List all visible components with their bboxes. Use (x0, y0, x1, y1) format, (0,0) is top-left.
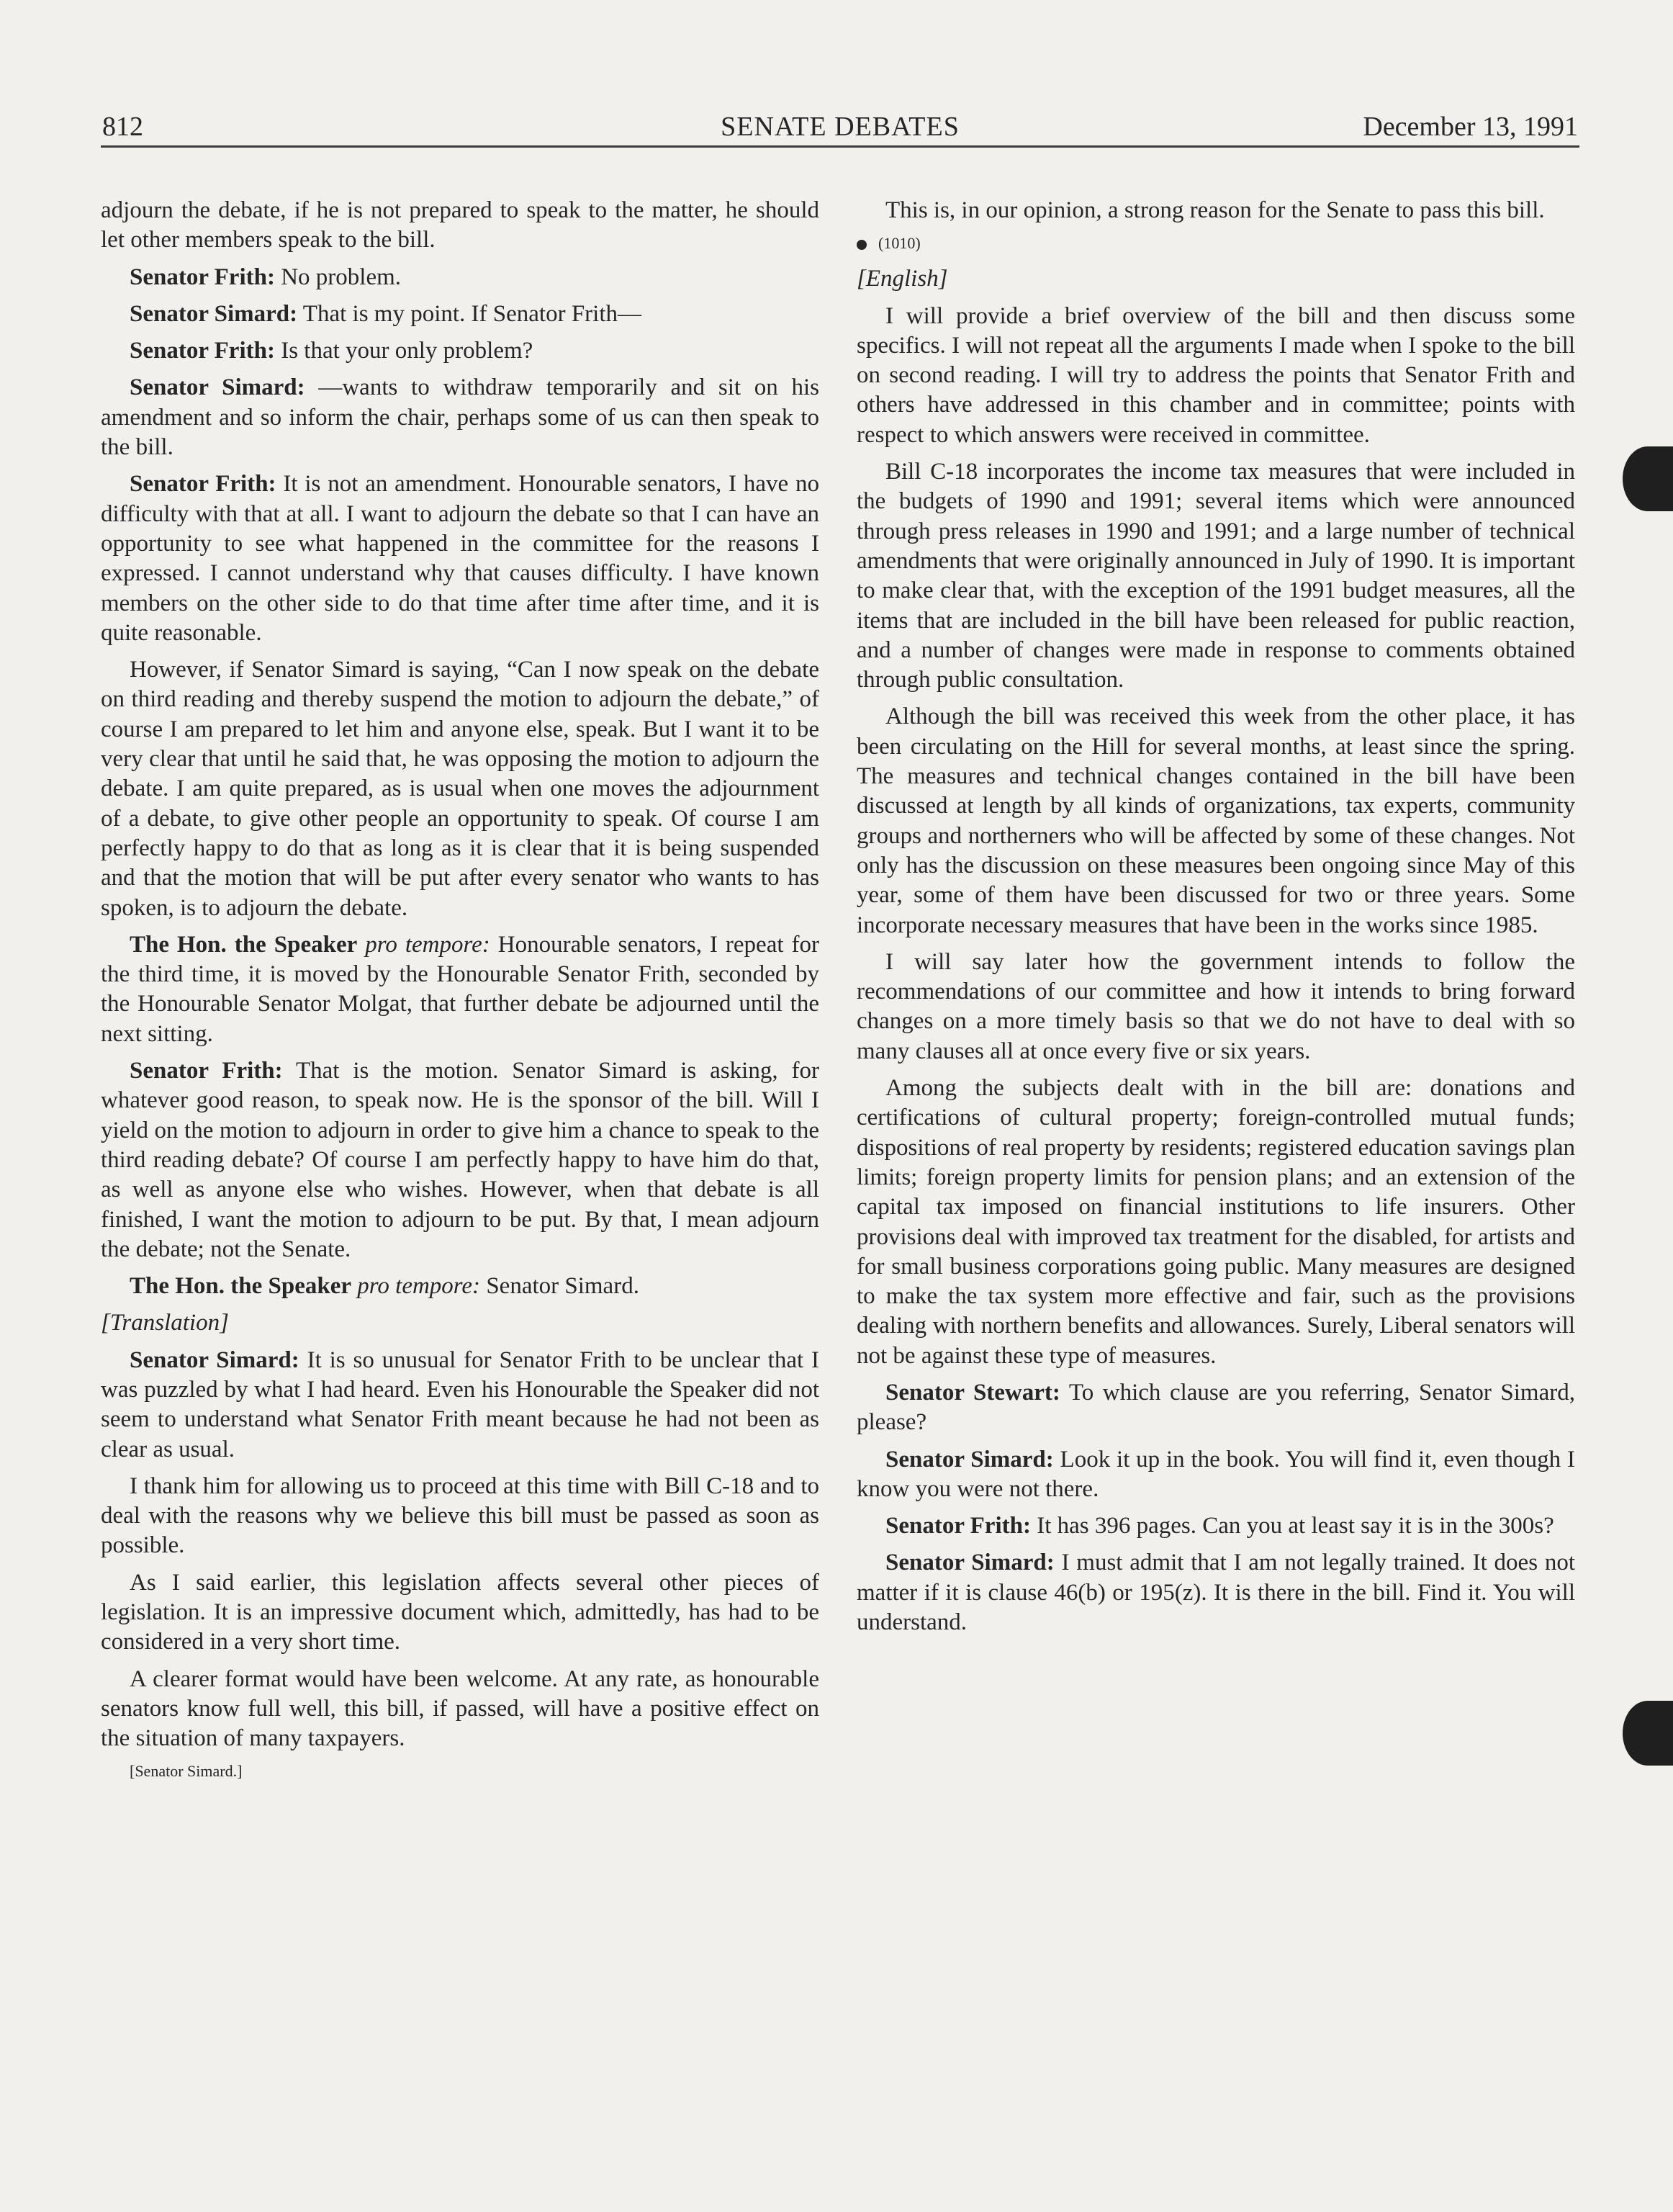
bullet-icon (857, 240, 867, 250)
paragraph: This is, in our opinion, a strong reason for the Senate to pass this bill. (885, 197, 1545, 223)
paragraph: Senator Frith: No problem. (130, 264, 402, 290)
paragraph: Senator Frith: It has 396 pages. Can you at least say it is in the 300s? (885, 1513, 1554, 1539)
paragraph: Among the subjects dealt with in the bill are: donations and certifications of cultural property; foreign-controlled mutual funds; dispositions of real property by residents; registered education savings plan limits; foreign property limits for pension plans; and an extension of the capital tax imposed on financial institutions to life insurers. Other provisions deal with improved tax treatment for the disabled, for artists and for small business corporations going public. Many measures are designed to make the tax system more effective and fair, such as the provisions dealing with northern benefits and allowances. Surely, Liberal senators will not be against these type of measures. (857, 1075, 1575, 1369)
paragraph: Senator Simard: —wants to withdraw temporarily and sit on his amendment and so inform the chair, perhaps some of us can then speak to the bill. (101, 374, 819, 461)
binder-hole-mark (1623, 1701, 1673, 1766)
speaker-name: Senator Frith: (130, 1058, 283, 1084)
paragraph: However, if Senator Simard is saying, “Can I now speak on the debate on third reading and thereby suspend the motion to adjourn the debate,” of course I am prepared to let him and anyone else, speak. But I want it to be very clear that until he said that, he was opposing the motion to adjourn the debate. I am quite prepared, as is usual when one moves the adjournment of a debate, to give other people an opportunity to speak. Of course I am perfectly happy to do that as long as it is clear that it is being suspended and that the motion that will be put after every senator who wants to has spoken, is to adjourn the debate. (101, 657, 819, 921)
paragraph: Bill C-18 incorporates the income tax measures that were included in the budgets of 1990 and 1991; several items which were announced through press releases in 1990 and 1991; and a large number of technical amendments that were originally announced in July of 1990. It is important to make clear that, with the exception of the 1991 budget measures, all the items that are included in the bill have been released for public reaction, and a number of changes were made in response to comments obtained through public consultation. (857, 459, 1575, 693)
language-tag: [Translation] (101, 1310, 229, 1336)
paragraph: Senator Simard: I must admit that I am not legally trained. It does not matter if it is clause 46(b) or 195(z). It is there in the bill. Find it. You will understand. (857, 1550, 1575, 1636)
speaker-name: Senator Simard: (130, 374, 305, 401)
paragraph: Senator Stewart: To which clause are you referring, Senator Simard, please? (857, 1379, 1575, 1436)
paragraph: Senator Simard: It is so unusual for Senator Frith to be unclear that I was puzzled by what I had heard. Even his Honourable the Speaker did not seem to understand what Senator Frith meant because he had not been as clear as usual. (101, 1346, 819, 1462)
paragraph: A clearer format would have been welcome. At any rate, as honourable senators know full well, this bill, if passed, will have a positive effect on the situation of many taxpayers. (101, 1665, 819, 1752)
speaker-name: The Hon. the Speaker (130, 1273, 352, 1300)
paragraph: Senator Frith: It is not an amendment. Honourable senators, I have no difficulty with that at all. I want to adjourn the debate so that I can have an opportunity to see what happened in the committee for the reasons I expressed. I cannot understand why that causes difficulty. I have known members on the other side to do that time after time after time, and it is quite reasonable. (101, 471, 819, 646)
publication-title: SENATE DEBATES (721, 112, 960, 142)
paragraph: Senator Simard: Look it up in the book. You will find it, even though I know you were not there. (857, 1446, 1575, 1502)
speaker-name: The Hon. the Speaker (130, 931, 358, 958)
paragraph: The Hon. the Speaker pro tempore: Honourable senators, I repeat for the third time, it is moved by the Honourable Senator Frith, seconded by the Honourable Senator Molgat, that further debate be adjourned until the next sitting. (101, 931, 819, 1047)
speaker-name: Senator Frith: (885, 1513, 1031, 1539)
paragraph: Senator Frith: That is the motion. Senator Simard is asking, for whatever good reason, to speak now. He is the sponsor of the bill. Will I yield on the motion to adjourn in order to give him a chance to speak to the third reading debate? Of course I am perfectly happy to have him do that, as well as anyone else who wishes. However, when that debate is all finished, I want the motion to adjourn to be put. By that, I mean adjourn the debate; not the Senate. (101, 1058, 819, 1262)
paragraph: Although the bill was received this week from the other place, it has been circulating on the Hill for several months, at least since the spring. The measures and technical changes contained in the bill have been discussed at length by all kinds of organizations, tax experts, community groups and northerners who will be affected by some of these changes. Not only has the discussion on these measures been ongoing since May of this year, some of them have been discussed for two or three years. Some incorporate necessary measures that have been in the works since 1985. (857, 703, 1575, 938)
speaker-attribution: [Senator Simard.] (130, 1761, 243, 1780)
language-tag: [English] (857, 266, 948, 292)
paragraph: I will say later how the government intends to follow the recommendations of our committee and how it intends to bring forward changes on a more timely basis so that we do not have to deal with so many clauses all at once every five or six years. (857, 948, 1575, 1064)
right-column (857, 196, 1575, 1645)
speaker-name: Senator Frith: (130, 338, 275, 364)
speaker-name: Senator Simard: (130, 1346, 299, 1373)
speaker-name: Senator Simard: (885, 1446, 1054, 1473)
page-number: 812 (102, 112, 143, 142)
page-header (101, 109, 1579, 148)
paragraph: The Hon. the Speaker pro tempore: Senator Simard. (130, 1273, 639, 1300)
paragraph: Senator Frith: Is that your only problem? (130, 338, 533, 364)
speaker-name: Senator Simard: (130, 300, 298, 327)
paragraph: I thank him for allowing us to proceed at this time with Bill C-18 and to deal with the reasons why we believe this bill must be passed as soon as possible. (101, 1473, 819, 1559)
binder-hole-mark (1623, 446, 1673, 511)
speaker-name: Senator Frith: (130, 471, 276, 498)
paragraph: As I said earlier, this legislation affects several other pieces of legislation. It is an impressive document which, admittedly, has had to be considered in a very short time. (101, 1569, 819, 1655)
paragraph: I will provide a brief overview of the bill and then discuss some specifics. I will not repeat all the arguments I made when I spoke to the bill on second reading. I will try to address the points that Senator Frith and others have addressed in this chamber and in committee; points with respect to which answers were received in committee. (857, 302, 1575, 448)
speaker-name: Senator Stewart: (885, 1379, 1060, 1406)
speaker-name: Senator Simard: (885, 1550, 1055, 1576)
left-column (101, 196, 819, 1789)
speaker-name: Senator Frith: (130, 264, 275, 290)
time-marker: (1010) (857, 233, 1575, 254)
paragraph: adjourn the debate, if he is not prepared to speak to the matter, he should let other members speak to the bill. (101, 197, 819, 253)
paragraph: Senator Simard: That is my point. If Senator Frith— (130, 300, 642, 327)
debate-date: December 13, 1991 (1363, 112, 1578, 142)
